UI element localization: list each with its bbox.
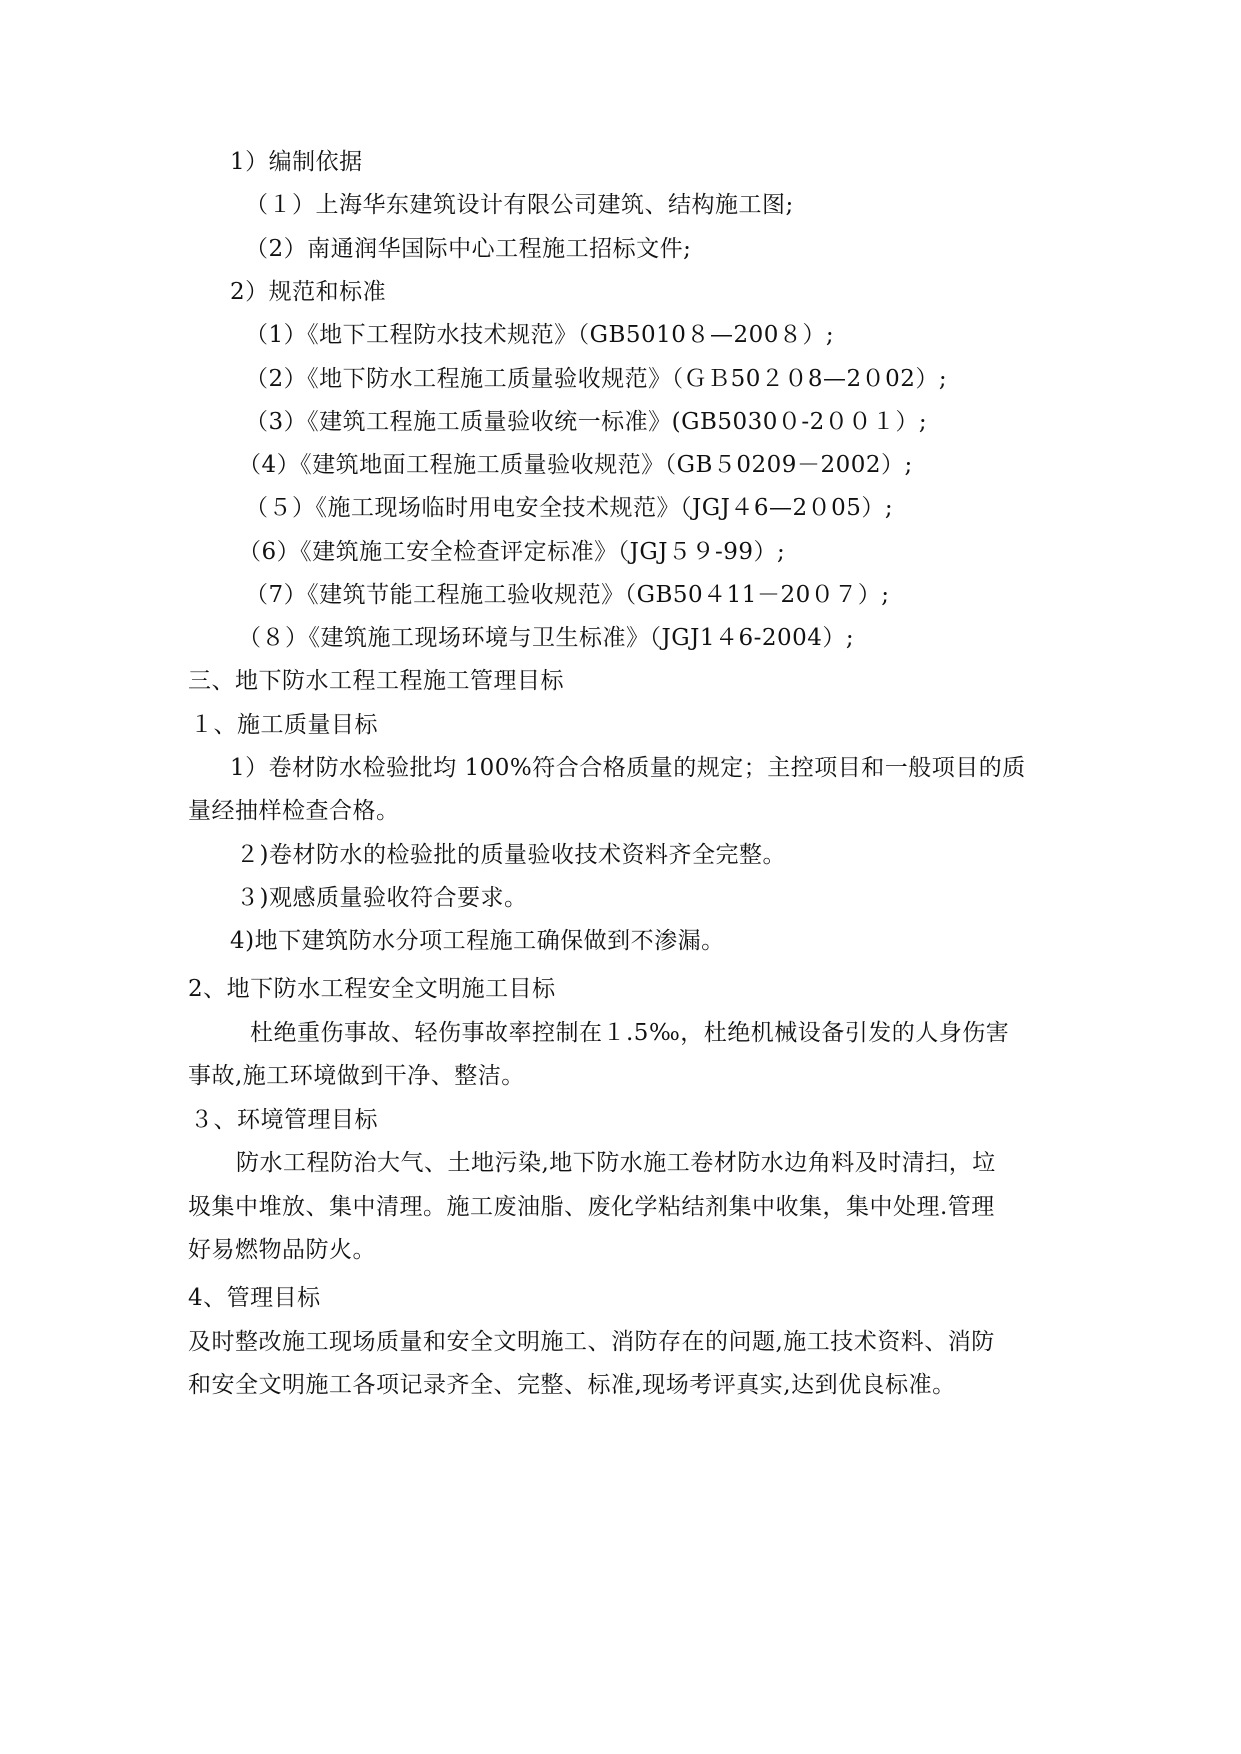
basis-item-2: （2）南通润华国际中心工程施工招标文件;	[245, 236, 692, 262]
basis-item-1: （１）上海华东建筑设计有限公司建筑、结构施工图;	[245, 192, 794, 218]
environment-paragraph-cont-2: 好易燃物品防火。	[188, 1237, 376, 1263]
section-compile-basis: 1）编制依据	[230, 149, 363, 175]
subheading-environment: ３、环境管理目标	[190, 1107, 378, 1133]
quality-item-1: 1）卷材防水检验批均 100%符合合格质量的规定；主控项目和一般项目的质	[230, 755, 1026, 781]
quality-item-2: ２)卷材防水的检验批的质量验收技术资料齐全完整。	[236, 842, 786, 868]
standard-item-1: （1）《地下工程防水技术规范》（GB5010８—200８）;	[245, 322, 835, 348]
management-paragraph-cont: 和安全文明施工各项记录齐全、完整、标准,现场考评真实,达到优良标准。	[188, 1372, 956, 1398]
standard-item-4: （4）《建筑地面工程施工质量验收规范》（GB５0209－2002）;	[238, 452, 913, 478]
quality-item-1-cont: 量经抽样检查合格。	[188, 798, 400, 824]
subheading-quality: １、施工质量目标	[190, 712, 378, 738]
standard-item-3: （3）《建筑工程施工质量验收统一标准》(GB5030０-2００１）;	[245, 409, 928, 435]
standard-item-6: （6）《建筑施工安全检查评定标准》（JGJ５９-99）;	[238, 539, 786, 565]
section-standards: 2）规范和标准	[230, 279, 387, 305]
quality-item-3: ３)观感质量验收符合要求。	[236, 885, 528, 911]
standard-item-2: （2）《地下防水工程施工质量验收规范》（ＧＢ50２０8—2０02）;	[245, 366, 948, 392]
quality-item-4: 4)地下建筑防水分项工程施工确保做到不渗漏。	[230, 928, 725, 954]
standard-item-5: （５）《施工现场临时用电安全技术规范》（JGJ４6—2０05）;	[245, 495, 894, 521]
management-paragraph: 及时整改施工现场质量和安全文明施工、消防存在的问题,施工技术资料、消防	[188, 1329, 995, 1355]
subheading-management: 4、管理目标	[188, 1285, 321, 1311]
standard-item-7: （7）《建筑节能工程施工验收规范》（GB50４11－20０７）;	[245, 582, 890, 608]
subheading-safety: 2、地下防水工程安全文明施工目标	[188, 976, 556, 1002]
standard-item-8: （８）《建筑施工现场环境与卫生标准》（JGJ1４6-2004）;	[238, 625, 855, 651]
safety-paragraph: 杜绝重伤事故、轻伤事故率控制在１.5‰，杜绝机械设备引发的人身伤害	[250, 1020, 1010, 1046]
environment-paragraph-cont-1: 圾集中堆放、集中清理。施工废油脂、废化学粘结剂集中收集，集中处理.管理	[188, 1194, 995, 1220]
safety-paragraph-cont: 事故,施工环境做到干净、整洁。	[188, 1063, 525, 1089]
environment-paragraph: 防水工程防治大气、土地污染,地下防水施工卷材防水边角料及时清扫，垃	[236, 1150, 996, 1176]
chapter-heading: 三、地下防水工程工程施工管理目标	[188, 668, 564, 694]
